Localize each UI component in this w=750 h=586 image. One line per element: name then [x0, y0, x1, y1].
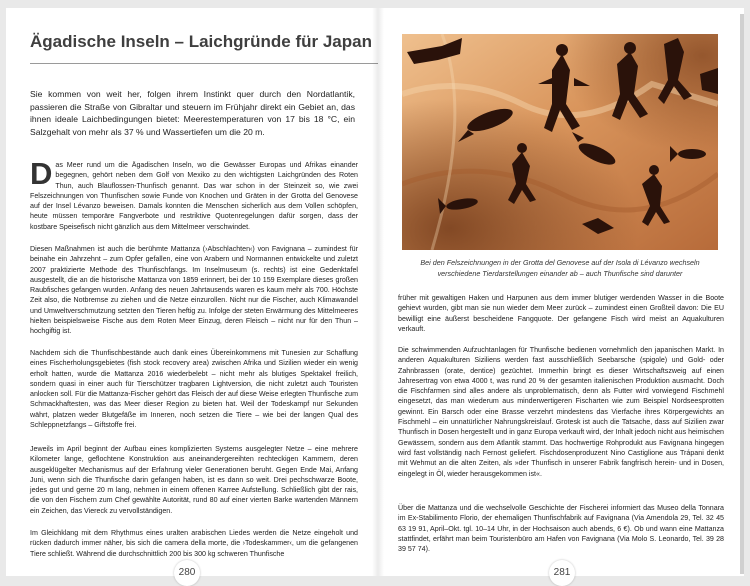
body-paragraph-5: Im Gleichklang mit dem Rhythmus eines uralten arabischen Liedes werden die Netze eingeholt und rücken dadurch immer näher, bis sich die camera della morte, die ›Todeskammer‹, um die gefangenen Tiere schließt. Während die durchschnittlich 200 bis 300 kg schweren Thunfische [30, 529, 358, 558]
cave-painting-photo [402, 34, 718, 250]
drop-cap: D [30, 156, 53, 191]
lead-paragraph: Sie kommen von weit her, folgen ihrem Instinkt quer durch den Nordatlantik, passieren die Straße von Gibraltar und steuern im Frühjahr direkt ein Gebiet an, das ihnen ideale Laichbedingungen bietet: Meerestemperaturen von 17 bis 18 °C, ein Salzgehalt von mehr als 37 % und Wassertiefen um die 20 m. [30, 89, 355, 137]
right-page [378, 8, 744, 576]
page-number-right: 281 [549, 560, 575, 586]
body-paragraph-3: Nachdem sich die Thunfischbestände auch dank eines Übereinkommens mit Tunesien zur Schaffung eines Fischerholungsgebietes (fish stock recovery area) zwischen Afrika und Sizilien wieder ein wenig erholt hatten, wurde die Mattanza 2016 wiederbelebt – nicht mehr als blutiges Spektakel freilich, sondern quasi in einer auch für Tierschützer tragbaren Lightversion, die nicht zuletzt auch Touristen anlocken soll. Für die Mattanza-Fischer gehört das Fleisch der auf diese Weise erlegten Thunfische zum Schmackhaftesten, was das Meer dieser Region zu bieten hat. Weil der Todeskampf nur Sekunden währt, platzen weder Blutgefäße im Inneren, noch setzen die Tiere – wie bei der langen Qual des Schleppnetzfangs – Giftstoffe frei. [30, 349, 358, 430]
body-paragraph-4: Jeweils im April beginnt der Aufbau eines komplizierten Systems ausgelegter Netze – eine mehrere Kilometer lange, geflochtene Konstruktion aus aneinandergereihten rechteckigen Kammern, deren ausgeklügelter Mechanismus auf der Erfahrung vieler Generationen beruht. Gegen Ende Mai, Anfang Juni, wenn sich die Thunfische darin gefangen haben, ist es dann so weit. Drei pechschwarze Boote, jedes gut und gerne 20 m lang, nehmen in einem offenen Karree Aufstellung. Schließlich gibt der rais, die von den Fischern zum Chef gewählte Autorität, rund 80 auf einer vierten Barke wartenden Männern ein Zeichen, das Viereck zu vervollständigen. [30, 445, 358, 515]
body-paragraph-7: Die schwimmenden Aufzuchtanlagen für Thunfische bedienen vornehmlich den japanischen Markt. In anderen Aquakulturen Siziliens werden fast ausschließlich Seebarsche (spigole) und Gold- oder Zahnbrassen (orate, dentice) gezüchtet. Immerhin bringt es dieser Wirtschaftszweig auf einen Jahresertrag von etwa 4000 t, was rund 20 % der gesamten italienischen Produktion ausmacht. Doch die Fischfarmen sind alles andere als unproblematisch, denn als Futter wird vorwiegend Fischmehl eingesetzt, das man wiederum aus minderwertigeren Fischarten wie zum Beispiel Nordseesprotten gewinnt. Ein Barsch oder eine Brasse verzehrt mindestens das Vierfache ihres Körpergewichts an Fischmehl – ein unnatürlicher Nahrungskreislauf. Grotesk ist auch die Tatsache, dass auf Sizilien zwar Thunfisch in Dosen hergestellt und in ganz Europa verkauft wird, der Inhalt jedoch nicht aus heimischen Gewässern, sondern aus dem Atlantik stammt. Das hochwertige Rohprodukt aus Favignana hingegen wird fast vollständig nach Fernost geliefert. Fischdosenproduzent Nino Castiglione aus Trápani denkt mit Wehmut an die alten Zeiten, als »der Thunfisch in unserer Fabrik fangfrisch herein- und in Dosen, eingelegt in Öl, wieder herausgekommen ist«. [398, 346, 724, 478]
body-paragraph-1 [30, 156, 358, 232]
title-rule [30, 63, 378, 64]
body-paragraph-2: Diesen Maßnahmen ist auch die berühmte Mattanza (›Abschlachten‹) von Favignana – zumindest für beinahe ein Jahrzehnt – zum Opfer gefallen, eine von Arabern und Normannen entwickelte und zuletzt 2007 praktizierte Methode des Thunfischfangs. Im Inselmuseum (s. rechts) ist eine Gedenktafel ausgestellt, die an die historische Mattanza von 1859 erinnert, bei der 10 159 Exemplare dieses großen Raubfisches gefangen wurden. Anfang des neuen Jahrtausends waren es kaum mehr als 700. Höchste Zeit also, die Notbremse zu ziehen und die Netze einzurollen. Nicht nur die Fischer, auch Klimawandel und Umweltverschmutzung setzten den Tieren heftig zu. Infolge der steten Erwärmung des Mittelmeeres hielten beispielsweise Fische aus dem Roten Meer Einzug, deren Fleisch – nicht nur für den Thun – hochgiftig ist. [30, 245, 358, 336]
photo-caption: Bei den Felszeichnungen in der Grotta del Genovese auf der Isola di Lévanzo wechseln verschiedene Tierdarstellungen einander ab – auch Thunfische sind darunter [420, 258, 700, 278]
left-page [6, 8, 378, 576]
page-title: Ägadische Inseln – Laichgründe für Japan [30, 32, 372, 51]
page-number-left: 280 [174, 560, 200, 586]
page-edge [740, 14, 744, 574]
cave-painting-image [402, 34, 718, 250]
body-paragraph-6: früher mit gewaltigen Haken und Harpunen aus dem immer blutiger werdenden Wasser in die Boote gehievt wurden, gibt man sie nun wieder dem Meer zurück – zumindest einen Großteil davon: Die EU bewilligt eine äußerst bescheidene Fangquote. Der gefangene Fisch wird meist an Aquakulturen verkauft. [398, 294, 724, 333]
body-paragraph-1-text: as Meer rund um die Ägadischen Inseln, wo die Gewässer Europas und Afrikas einander begegnen, gehört neben dem Golf von Mexiko zu den wichtigsten Laichgründen des Roten Thun, auch Blauflossen-Thunfisch genannt. Das war schon in der Steinzeit so, wie zwei Felszeichnungen von Thunfischen sowie Funde von Knochen und Gräten in der Grotta del Genovese auf der Insel Lévanzo beweisen. Damals konnten die Menschen sicherlich aus dem Vollen schöpfen, heute müssen temporäre Fangverbote und restriktive Quotenregelungen dafür sorgen, dass der kostbare Speisefisch nicht gänzlich aus dem Mittelmeer verschwindet. [30, 161, 358, 231]
body-paragraph-8: Über die Mattanza und die wechselvolle Geschichte der Fischerei informiert das Museo della Tonnara im Ex-Stabilimento Florio, der ehemaligen Thunfischfabrik auf Favignana (Via Amendola 29, Tel. 32 45 63 19 91, April–Okt. tgl. 10–14 Uhr, in der Hochsaison auch abends, 6 €). Ob und wann eine Mattanza stattfindet, erfährt man beim Touristenbüro am Hafen von Favignana (Via Molo S. Leonardo, Tel. 39 28 39 57 74). [398, 504, 724, 554]
